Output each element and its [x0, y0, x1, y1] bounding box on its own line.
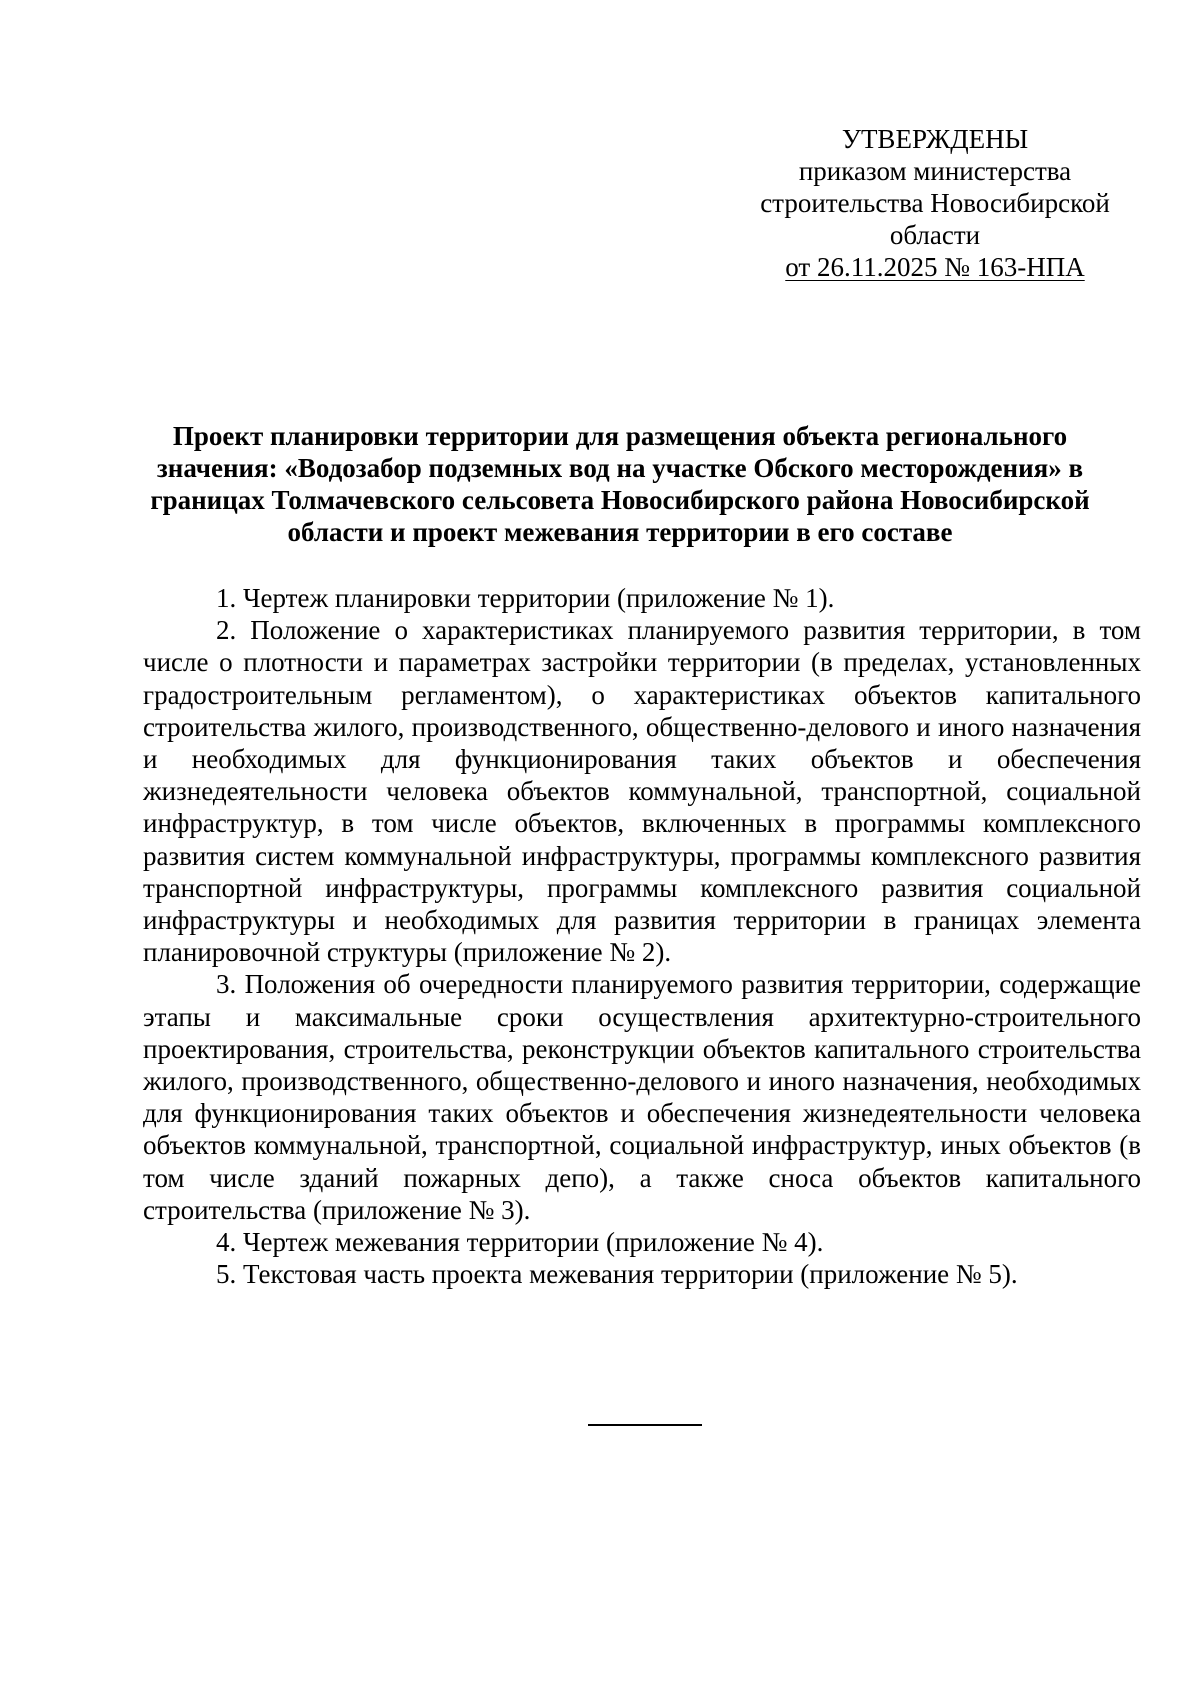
- approval-heading: УТВЕРЖДЕНЫ: [841, 124, 1029, 154]
- list-item: 5. Текстовая часть проекта межевания территории (приложение № 5).: [216, 1259, 1018, 1290]
- approval-line-3: области: [889, 220, 981, 250]
- list-item: 1. Чертеж планировки территории (приложение № 1).: [216, 583, 835, 613]
- list-item: 3. Положения об очередности планируемого развития территории, содержащие этапы и максимальные сроки осуществления архитектурно-строительного проектирования, строительства, реконструкции объектов капитального строительства жилого, производственного, общественно-делового и иного назначения, необходимых для функционирования таких объектов и обеспечения жизнедеятельности человека объектов коммунальной, транспортной, социальной инфраструктур, иных объектов (в том числе зданий пожарных депо), а также сноса объектов капитального строительства (приложение № 3).: [143, 969, 1141, 1225]
- approval-date-line: от 26.11.2025 № 163-НПА: [785, 252, 1085, 282]
- approval-line-2: строительства Новосибирской: [760, 188, 1110, 218]
- list-item: 4. Чертеж межевания территории (приложение № 4).: [216, 1227, 824, 1258]
- appendix-list: [143, 582, 1141, 1290]
- list-item: 2. Положение о характеристиках планируемого развития территории, в том числе о плотности и параметрах застройки территории (в пределах, установленных градостроительным регламентом), о характеристиках объектов капитального строительства жилого, производственного, общественно-делового и иного назначения и необходимых для функционирования таких объектов и обеспечения жизнедеятельности человека объектов коммунальной, транспортной, социальной инфраструктур, в том числе объектов, включенных в программы комплексного развития систем коммунальной инфраструктуры, программы комплексного развития транспортной инфраструктуры, программы комплексного развития социальной инфраструктуры и необходимых для развития территории в границах элемента планировочной структуры (приложение № 2).: [143, 615, 1141, 968]
- document-title: Проект планировки территории для размещения объекта регионального значения: «Водозабор подземных вод на участке Обского месторождения» в границах Толмачевского сельсовета Новосибирского района Новосибирской области и проект межевания территории в его составе: [150, 421, 1090, 547]
- approval-line-1: приказом министерства: [798, 156, 1072, 186]
- approval-stamp: [745, 123, 1125, 283]
- end-divider: [588, 1424, 702, 1426]
